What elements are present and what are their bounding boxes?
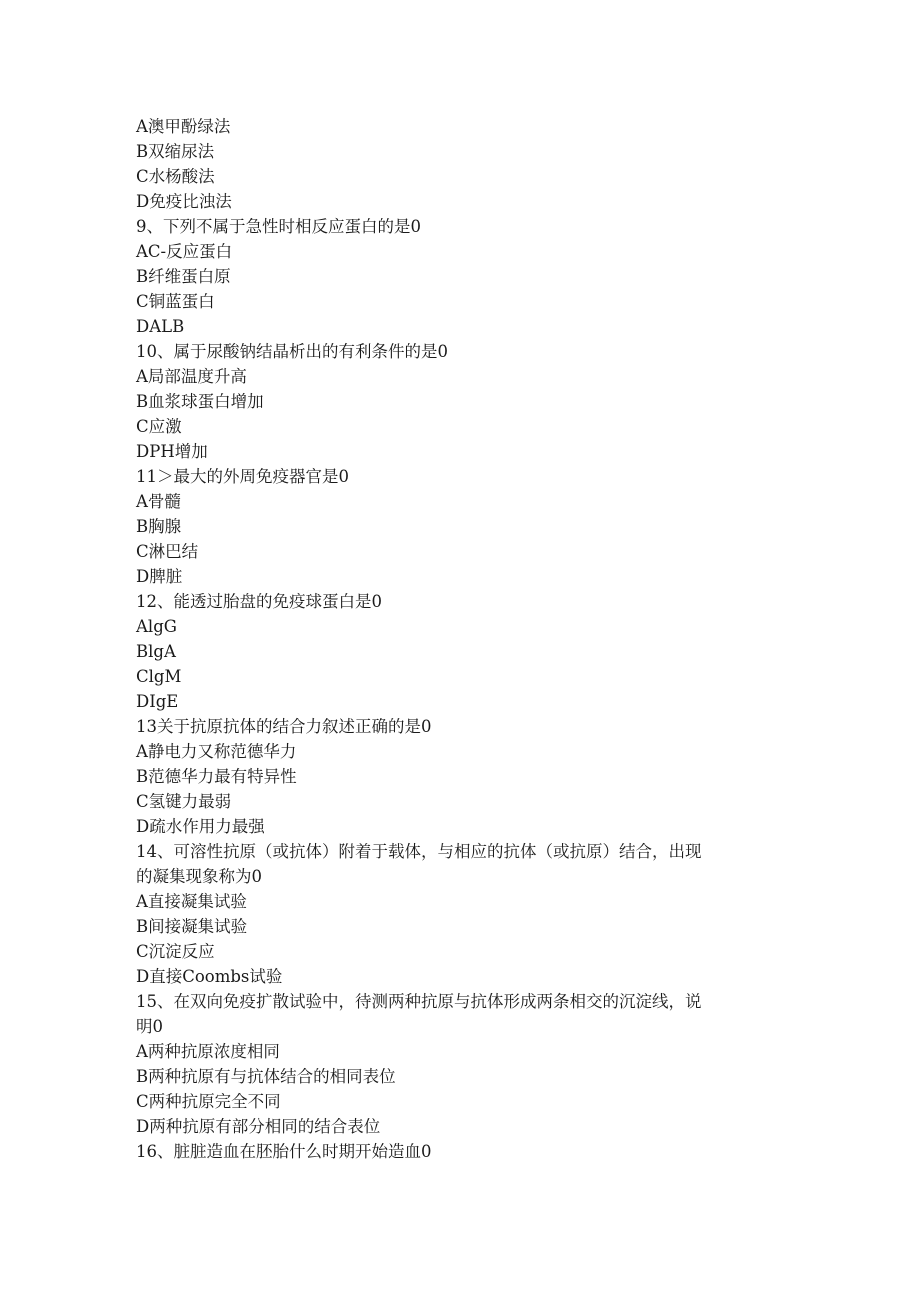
option-line: A直接凝集试验 [136,892,247,911]
option-line: C两种抗原完全不同 [136,1092,281,1111]
question-line: 12、能透过胎盘的免疫球蛋白是0 [136,592,382,611]
option-line: C应激 [136,417,182,436]
option-line: AlgG [136,617,177,636]
option-line: A静电力又称范德华力 [136,742,297,761]
option-line: C铜蓝蛋白 [136,292,215,311]
question-line: 14、可溶性抗原（或抗体）附着于载体，与相应的抗体（或抗原）结合，出现 [136,842,702,861]
option-line: B胸腺 [136,517,182,536]
option-line: DPH增加 [136,442,208,461]
question-line-continued: 的凝集现象称为0 [136,867,262,886]
question-line-continued: 明0 [136,1017,163,1036]
option-line: DALB [136,317,185,336]
option-line: D脾脏 [136,567,183,586]
option-line: D两种抗原有部分相同的结合表位 [136,1117,381,1136]
option-line: A局部温度升高 [136,367,247,386]
option-line: AC-反应蛋白 [136,242,233,261]
option-line: B血浆球蛋白增加 [136,392,264,411]
option-line: C沉淀反应 [136,942,215,961]
option-line: B两种抗原有与抗体结合的相同表位 [136,1067,396,1086]
option-line: ClgM [136,667,182,686]
option-line: BlgA [136,642,176,661]
question-line: 11＞最大的外周免疫器官是0 [136,467,349,486]
question-line: 16、脏脏造血在胚胎什么时期开始造血0 [136,1142,432,1161]
option-line: D直接Coombs试验 [136,967,283,986]
option-line: A两种抗原浓度相同 [136,1042,280,1061]
question-line: 15、在双向免疫扩散试验中，待测两种抗原与抗体形成两条相交的沉淀线，说 [136,992,702,1011]
question-list [136,114,776,1164]
question-line: 10、属于尿酸钠结晶析出的有利条件的是0 [136,342,448,361]
option-line: B双缩尿法 [136,142,215,161]
option-line: B间接凝集试验 [136,917,248,936]
option-line: B纤维蛋白原 [136,267,231,286]
option-line: A骨髓 [136,492,181,511]
option-line: A澳甲酚绿法 [136,117,231,136]
question-line: 13关于抗原抗体的结合力叙述正确的是0 [136,717,432,736]
option-line: DIgE [136,692,179,711]
option-line: D疏水作用力最强 [136,817,265,836]
option-line: C水杨酸法 [136,167,215,186]
option-line: C淋巴结 [136,542,199,561]
option-line: D免疫比浊法 [136,192,232,211]
option-line: B范德华力最有特异性 [136,767,297,786]
question-line: 9、下列不属于急性时相反应蛋白的是0 [136,217,421,236]
option-line: C氢键力最弱 [136,792,232,811]
